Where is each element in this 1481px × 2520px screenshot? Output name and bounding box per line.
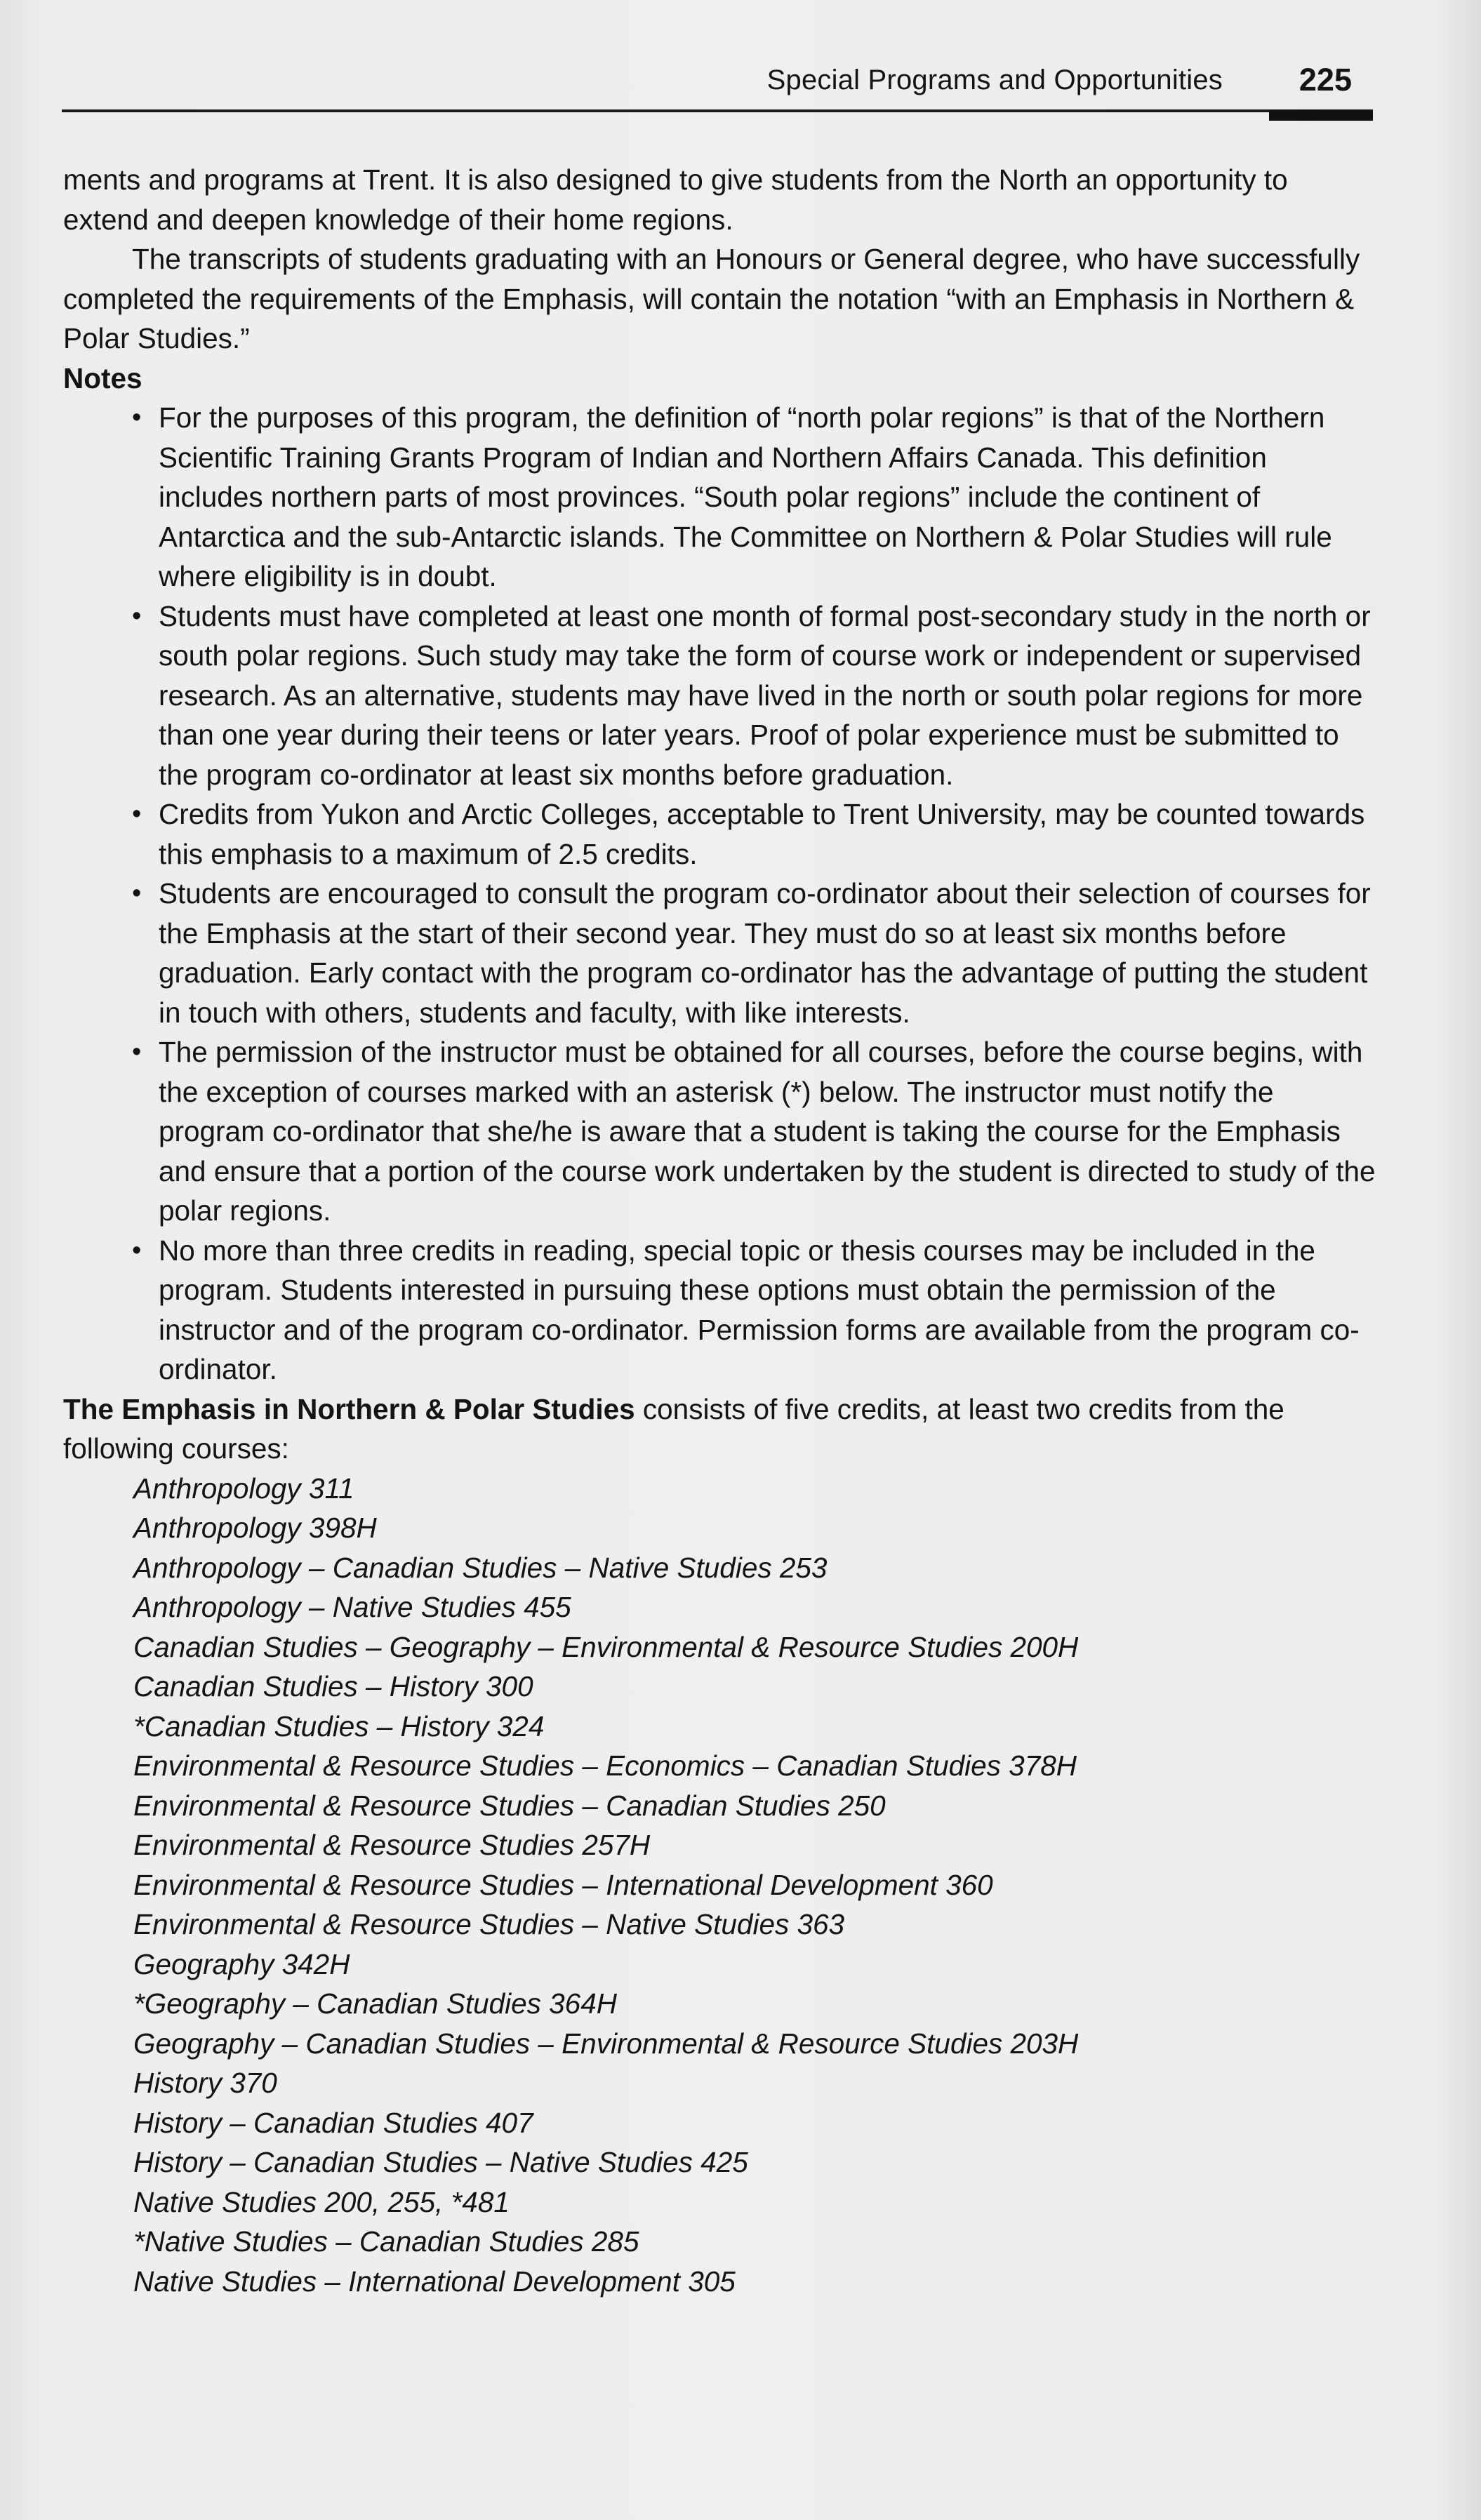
header-rule: [62, 109, 1373, 112]
note-item: [132, 794, 1376, 874]
course-item: *Geography – Canadian Studies 364H: [133, 1987, 617, 2020]
page-body: [63, 160, 1376, 2301]
note-text: Credits from Yukon and Arctic Colleges, acceptable to Trent University, may be counted towards this emphasis to a maximum of 2.5 credits.: [159, 798, 1365, 870]
note-item: [132, 398, 1376, 596]
header-thumb-bar: [1269, 109, 1373, 121]
section-title: Special Programs and Opportunities: [766, 65, 1223, 95]
course-list: [63, 1469, 1376, 2302]
notes-list: [63, 398, 1376, 1389]
note-text: For the purposes of this program, the definition of “north polar regions” is that of the Northern Scientific Training Grants Program of Indian and Northern Affairs Canada. This definition includes northern parts of most provinces. “South polar regions” include the continent of Antarctica and the sub-Antarctic islands. The Committee on Northern & Polar Studies will rule where eligibility is in doubt.: [159, 401, 1332, 592]
course-item: Environmental & Resource Studies – Native Studies 363: [133, 1908, 845, 1940]
course-item: Native Studies – International Development 305: [133, 2265, 736, 2298]
course-item: Canadian Studies – Geography – Environmental & Resource Studies 200H: [133, 1630, 1079, 1663]
course-item: Geography 342H: [133, 1947, 350, 1980]
bullet-icon: •: [132, 799, 142, 829]
emphasis-paragraph: [63, 1389, 1376, 1469]
course-item: Anthropology – Canadian Studies – Native Studies 253: [133, 1551, 828, 1584]
bullet-icon: •: [132, 1037, 142, 1067]
notes-heading: Notes: [63, 361, 142, 394]
intro-continuation: ments and programs at Trent. It is also designed to give students from the North an opportunity to extend and deepen knowledge of their home regions.: [63, 164, 1288, 236]
course-item: *Canadian Studies – History 324: [133, 1709, 545, 1742]
course-item: Anthropology – Native Studies 455: [133, 1591, 571, 1623]
note-text: Students are encouraged to consult the program co-ordinator about their selection of courses for the Emphasis at the start of their second year. They must do so at least six months before graduation. Early contact with the program co-ordinator has the advantage of putting the student in touch with others, students and faculty, with like interests.: [159, 877, 1371, 1029]
note-text: No more than three credits in reading, special topic or thesis courses may be included in the program. Students interested in pursuing these options must obtain the permission of the instructor and of the program co-ordinator. Permission forms are available from the program co-ordinator.: [159, 1234, 1360, 1385]
page-number: 225: [1299, 62, 1352, 98]
course-item: History 370: [133, 2067, 277, 2099]
course-item: History – Canadian Studies 407: [133, 2106, 533, 2139]
course-item: *Native Studies – Canadian Studies 285: [133, 2225, 639, 2258]
bullet-icon: •: [132, 879, 142, 908]
course-item: Canadian Studies – History 300: [133, 1670, 533, 1702]
bullet-icon: •: [132, 601, 142, 631]
course-item: Anthropology 311: [133, 1472, 354, 1505]
course-item: Geography – Canadian Studies – Environmental & Resource Studies 203H: [133, 2027, 1079, 2060]
running-header: [62, 62, 1373, 119]
course-item: Environmental & Resource Studies – Canadian Studies 250: [133, 1789, 886, 1822]
course-item: Environmental & Resource Studies 257H: [133, 1829, 651, 1861]
course-item: Environmental & Resource Studies – Economics – Canadian Studies 378H: [133, 1749, 1077, 1782]
transcript-paragraph: The transcripts of students graduating with an Honours or General degree, who have successfully completed the requirements of the Emphasis, will contain the notation “with an Emphasis in Northern & Polar Studies.”: [63, 243, 1360, 354]
note-text: The permission of the instructor must be obtained for all courses, before the course begins, with the exception of courses marked with an asterisk (*) below. The instructor must notify the program co-ordinator that she/he is aware that a student is taking the course for the Emphasis and ensure that a portion of the course work undertaken by the student is directed to study of the polar regions.: [159, 1036, 1376, 1227]
emphasis-title: The Emphasis in Northern & Polar Studies: [63, 1392, 635, 1425]
note-text: Students must have completed at least one month of formal post-secondary study in the north or south polar regions. Such study may take the form of course work or independent or supervised research. As an alternative, students may have lived in the north or south polar regions for more than one year during their teens or later years. Proof of polar experience must be submitted to the program co-ordinator at least six months before graduation.: [159, 599, 1371, 791]
course-item: History – Canadian Studies – Native Studies 425: [133, 2146, 748, 2178]
course-item: Native Studies 200, 255, *481: [133, 2185, 510, 2218]
bullet-icon: •: [132, 1235, 142, 1265]
note-item: [132, 596, 1376, 795]
bullet-icon: •: [132, 403, 142, 432]
emphasis-description: consists of five credits, at least two credits from the following courses:: [63, 1392, 1284, 1465]
note-item: [132, 1032, 1376, 1231]
course-item: Environmental & Resource Studies – International Development 360: [133, 1868, 993, 1901]
note-item: [132, 874, 1376, 1032]
course-item: Anthropology 398H: [133, 1512, 377, 1544]
note-item: [132, 1231, 1376, 1389]
